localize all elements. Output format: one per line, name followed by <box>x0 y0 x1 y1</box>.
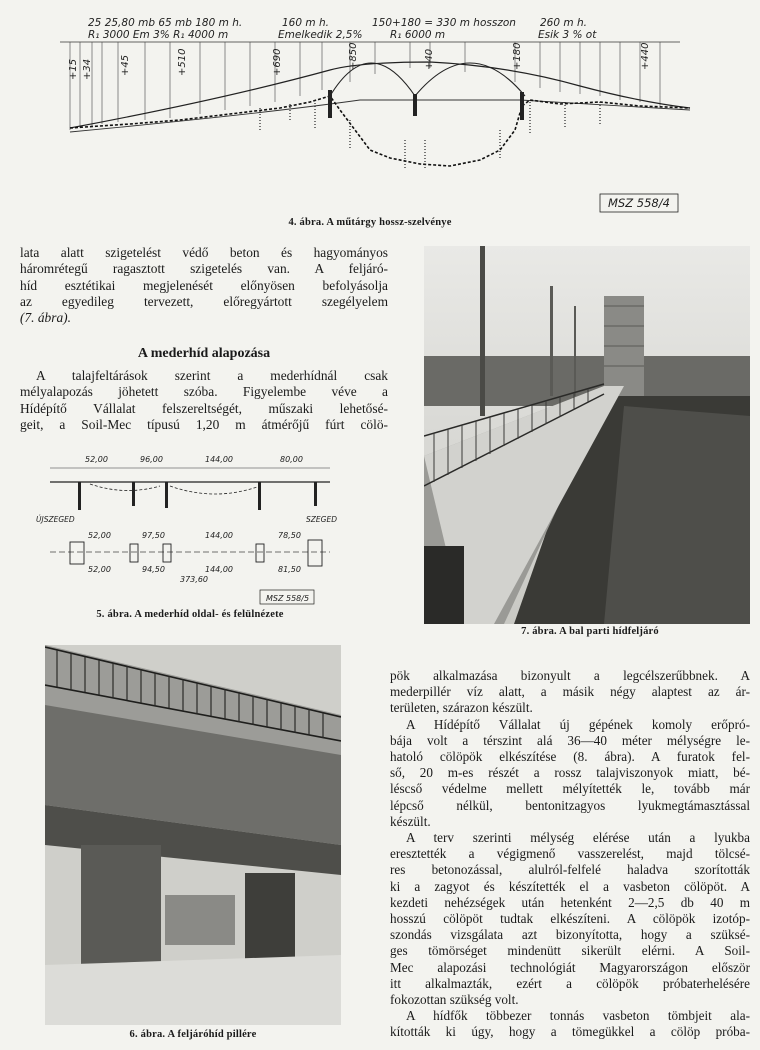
figure-6-photo <box>45 645 341 1025</box>
fig4-station: +440 <box>640 42 651 70</box>
fig4-label-seg2b: Emelkedik 2,5% <box>278 29 363 41</box>
fig4-label-seg2: 160 m h. <box>282 17 329 29</box>
fig4-station: +40 <box>424 48 435 70</box>
text-line: eresztették a végigmenő vasszerelést, majd tölcsé- <box>390 846 750 862</box>
text-line: ső, 20 m-es részét a rossz talajviszonyok miatt, bé- <box>390 765 750 781</box>
text-line: mederpillér víz alatt, a másik négy alaptest az ár- <box>390 684 750 700</box>
text-line: az egyedileg tervezett, előregyártott szegélyelem <box>20 293 388 309</box>
text-line: Mec alapozási technológiát Magyarországon először <box>390 959 750 975</box>
fig5-top-dim: 52,00 <box>85 455 108 464</box>
text-line: lata alatt szigetelést védő beton és hagyományos <box>20 245 388 260</box>
fig5-mid-dim: 52,00 <box>88 565 111 574</box>
fig5-mid-dim: 52,00 <box>88 531 111 540</box>
text-line: bája volt a térszint alá 36—40 méter mélységre le- <box>390 732 750 748</box>
figure-7-caption: 7. ábra. A bal parti hídfeljáró <box>521 626 659 637</box>
fig4-label-seg4b: Esik 3 % ot <box>538 29 597 41</box>
fig4-station: +510 <box>177 48 188 76</box>
fig4-station: +15 <box>68 58 79 80</box>
text-line: készült. <box>390 813 431 829</box>
text-line: híd esztétikai megjelenését előnyösen befolyásolja <box>20 277 388 293</box>
fig4-label-seg1b: R₁ 3000 Em 3% R₁ 4000 m <box>88 29 229 41</box>
figure-4-caption: 4. ábra. A műtárgy hossz-szelvénye <box>288 217 452 228</box>
fig4-station: +180 <box>512 42 523 70</box>
fig5-mid-dim: 144,00 <box>205 531 233 540</box>
text-line: hatoló cölöpök elkészítése (8. ábra). A furatok fel- <box>390 749 750 765</box>
fig5-total-dim: 373,60 <box>180 575 208 584</box>
fig4-station: +850 <box>348 42 359 70</box>
fig5-top-dim: 144,00 <box>205 455 233 464</box>
text-line: szondás vizsgálata azt bizonyította, hogy a szüksé- <box>390 927 750 943</box>
figure-5-caption: 5. ábra. A mederhíd oldal- és felülnézete <box>96 609 284 620</box>
figure-5-bridge-drawing <box>30 452 340 607</box>
figure-6-caption: 6. ábra. A feljáróhíd pillére <box>129 1029 257 1040</box>
fig4-station: +34 <box>82 58 93 80</box>
text-line: fokozottan szükség volt. <box>390 992 519 1008</box>
text-line: területen, szárazon készült. <box>390 700 533 716</box>
text-line: kították ki úgy, hogy a tömegükkel a cölöp próba- <box>390 1024 750 1040</box>
right-column-text <box>390 668 750 1041</box>
text-line: kezdeti nehézségek után hetenként 2—2,5 db 40 m <box>390 894 750 910</box>
fig4-stamp: MSZ 558/4 <box>608 196 670 210</box>
text-line: A talajfeltárások szerint a mederhídnál csak <box>36 368 388 383</box>
fig5-mid-dim: 144,00 <box>205 565 233 574</box>
section-title: A mederhíd alapozása <box>137 346 271 361</box>
text-line: A hídfők többezer tonnás vasbeton tömbjeit ala- <box>406 1008 750 1024</box>
text-line: pök alkalmazása bizonyult a legcélszerűbbnek. A <box>390 668 750 683</box>
fig4-station: +690 <box>272 48 283 76</box>
fig5-top-dim: 80,00 <box>280 455 303 464</box>
fig4-label-seg1: 25 25,80 mb 65 mb 180 m h. <box>88 17 243 29</box>
section-paragraph <box>20 368 388 433</box>
figure-4-profile-drawing <box>60 10 700 215</box>
fig4-label-seg3: 150+180 = 330 m hosszon <box>372 17 516 29</box>
text-line: geit, a Soil-Mec típusú 1,20 m átmérőjű fúrt cölö- <box>20 416 388 432</box>
text-line: itt alkalmazták, ezért a cölöpök próbaterhelésére <box>390 975 750 991</box>
fig4-label-seg4: 260 m h. <box>540 17 587 29</box>
fig5-mid-dim: 94,50 <box>142 565 165 574</box>
text-line: A Hídépítő Vállalat új gépének komoly erőpró- <box>406 716 750 732</box>
text-line: Hídépítő Vállalat felszereltségét, műszaki lehetősé- <box>20 400 388 416</box>
fig5-mid-dim: 97,50 <box>142 531 165 540</box>
figure-7-photo <box>424 246 750 624</box>
text-line: hosszú cölöpöt tudtak elkészíteni. A cölöpök izotóp- <box>390 911 750 927</box>
text-line: (7. ábra). <box>20 310 71 326</box>
text-line: res betonozással, alulról-felfelé haladva szorították <box>390 862 750 878</box>
text-line: A terv szerinti mélység elérése után a lyukba <box>406 830 750 846</box>
left-column-paragraph <box>20 245 388 326</box>
fig5-stamp: MSZ 558/5 <box>266 594 310 603</box>
fig4-label-seg3b: R₁ 6000 m <box>390 29 446 41</box>
fig5-mid-dim: 78,50 <box>278 531 301 540</box>
text-line: háromrétegű ragasztott szigetelés van. A feljáró- <box>20 261 388 277</box>
text-line: lépcső nélkül, bentonitzagyos lyukmegtámasztással <box>390 797 750 813</box>
text-line: ges tömörséget mindenütt sikerült elérni. A Soil- <box>390 943 750 959</box>
fig5-left-label: ÚJSZEGED <box>36 515 75 524</box>
fig5-mid-dim: 81,50 <box>278 565 301 574</box>
text-line: ki a zagyot és készítették el a vasbeton cölöpöt. A <box>390 878 750 894</box>
text-line: mélyalapozás jöhetett szóba. Figyelembe véve a <box>20 384 388 400</box>
fig5-top-dim: 96,00 <box>140 455 163 464</box>
fig5-right-label: SZEGED <box>306 515 337 524</box>
text-line: léscső védelme mellett mélyítették le, tovább már <box>390 781 750 797</box>
fig4-station: +45 <box>120 54 131 76</box>
